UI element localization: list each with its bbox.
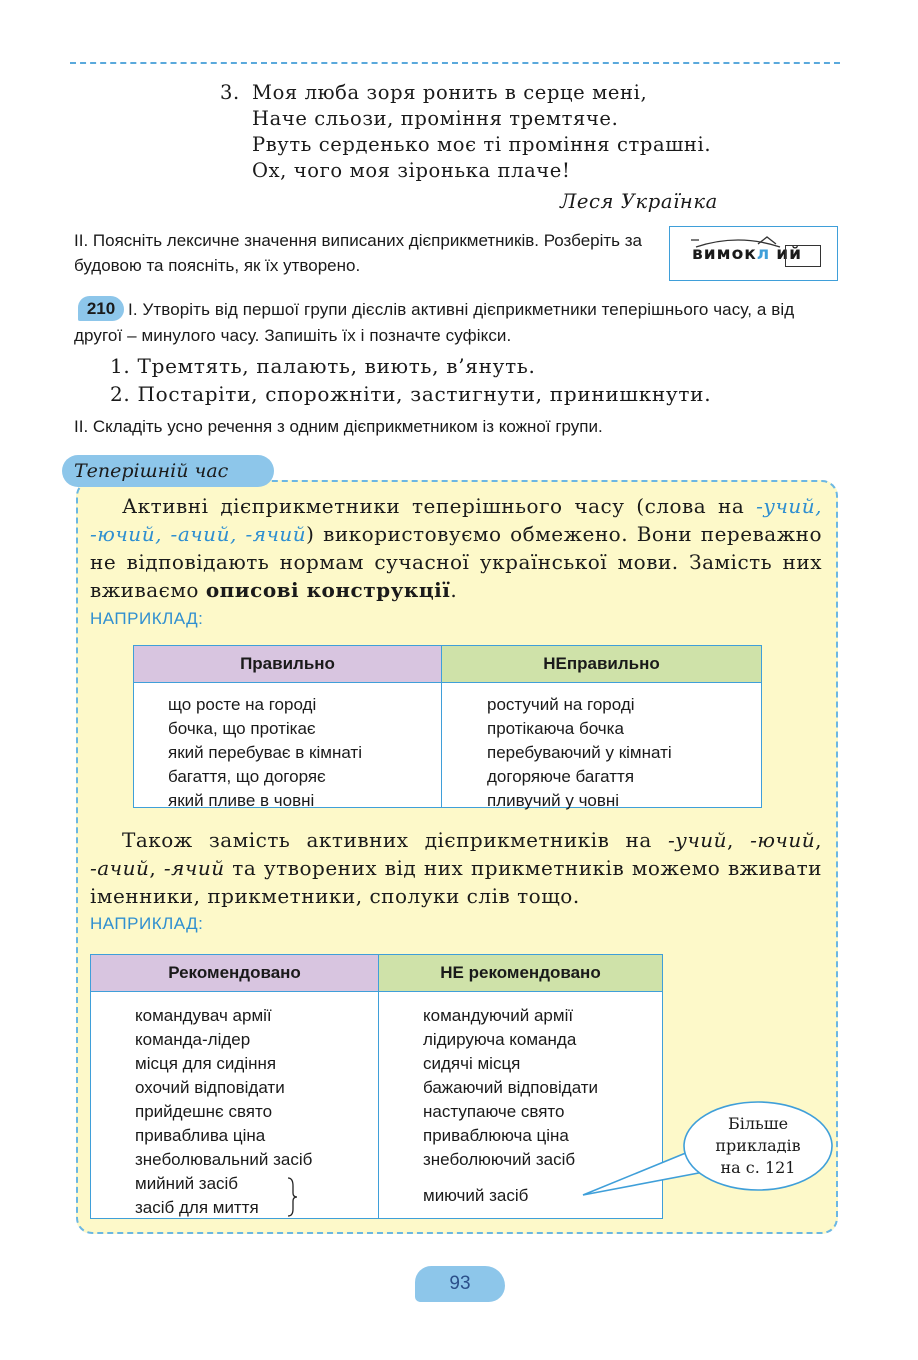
example-label-2: НАПРИКЛАД:: [90, 914, 204, 933]
list-item: що росте на городі: [168, 695, 317, 714]
list-item: ростучий на городі: [487, 695, 635, 714]
exercise-item-2: 2. Постаріти, спорожніти, застигнути, принишкнути.: [110, 382, 712, 406]
list-item: багаття, що догоряє: [168, 767, 326, 786]
list-item: лідируюча команда: [423, 1030, 577, 1049]
list-item: перебуваючий у кімнаті: [487, 743, 672, 762]
table1-incorrect-column: [442, 683, 762, 808]
list-item: командувач армії: [135, 1006, 272, 1025]
suffix-part: л: [756, 244, 771, 264]
table2-header-recommended: Рекомендовано: [91, 955, 379, 992]
rule-paragraph-1: Активні дієприкметники теперішнього часу (слова на -учий, -ючий, -ачий, -ячий) використовуємо обмежено. Вони переважно не відповідають нормам сучасної української мови. Замість них вживаємо описові конструкції.: [90, 494, 822, 602]
suffix-list: -учий, -ючий, -ачий, -ячий: [90, 494, 822, 546]
exercise-items: [110, 352, 711, 408]
stem-part: вимок: [692, 244, 757, 264]
table2-header-not-recommended: НЕ рекомендовано: [379, 955, 663, 992]
list-item: який пливе в човні: [168, 791, 315, 810]
poem-number: 3.: [220, 81, 240, 104]
table1-correct-column: [134, 683, 442, 808]
prefix-mark: [690, 239, 700, 243]
list-item: команда-лідер: [135, 1030, 251, 1049]
poem-author: Леся Українка: [560, 190, 718, 213]
poem-line-4: Ох, чого моя зіронька плаче!: [252, 159, 571, 182]
list-item: засіб для миття: [135, 1198, 259, 1217]
list-item: сидячі місця: [423, 1054, 521, 1073]
list-item: догоряюче багаття: [487, 767, 635, 786]
list-item: бочка, що протікає: [168, 719, 316, 738]
list-item: охочий відповідати: [135, 1078, 285, 1097]
curly-brace-icon: [285, 1176, 299, 1218]
poem: [220, 80, 711, 184]
list-item: прийдешнє свято: [135, 1102, 273, 1121]
example-label-1: НАПРИКЛАД:: [90, 609, 204, 628]
list-item: мийний засіб: [135, 1174, 239, 1193]
exercise-item-1: 1. Тремтять, палають, виють, в’януть.: [110, 354, 536, 378]
descriptive-constructions: описові конструкції: [205, 578, 451, 602]
list-item: знеболюючий засіб: [423, 1150, 576, 1169]
exercise-number-badge: 210: [78, 296, 124, 321]
poem-line-1: 3. Моя люба зоря ронить в серце мені,: [220, 81, 648, 104]
ending-box: [785, 245, 821, 267]
exercise-task-ii: ІІ. Складіть усно речення з одним дієприкметником із кожної групи.: [74, 417, 603, 436]
list-item: місця для сидіння: [135, 1054, 277, 1073]
list-item: приваблююча ціна: [423, 1126, 569, 1145]
list-item: протікаюча бочка: [487, 719, 624, 738]
rule-paragraph-2: Також замість активних дієприкметників на -учий, -ючий, -ачий, -ячий та утворених від них прикметників можемо вживати іменники, прикметники, сполуки слів тощо.: [90, 828, 823, 908]
table1-header-incorrect: НЕправильно: [442, 646, 762, 683]
exercise-task-i: І. Утворіть від першої групи дієслів активні дієприкметники теперішнього часу, а від другої – минулого часу. Запишіть їх і позначте суфікси.: [74, 300, 795, 345]
list-item: який перебуває в кімнаті: [168, 743, 362, 762]
rule-heading: Теперішній час: [62, 455, 274, 487]
list-item: бажаючий відповідати: [423, 1078, 599, 1097]
list-item: командуючий армії: [423, 1006, 574, 1025]
ending-part: ий: [776, 244, 803, 264]
correct-incorrect-table: [133, 645, 762, 808]
table2-recommended-column: [91, 992, 379, 1219]
poem-line-3: Рвуть серденько моє ті проміння страшні.: [252, 133, 712, 156]
list-item: знеболювальний засіб: [135, 1150, 313, 1169]
list-item: наступаюче свято: [423, 1102, 565, 1121]
page-number: 93: [449, 1273, 471, 1294]
list-item: пливучий у човні: [487, 791, 620, 810]
list-item: миючий засіб: [423, 1186, 529, 1205]
morpheme-analysis-box: [669, 226, 838, 281]
poem-line-2: Наче сльози, проміння тремтяче.: [252, 107, 619, 130]
list-item: приваблива ціна: [135, 1126, 266, 1145]
table1-header-correct: Правильно: [134, 646, 442, 683]
speech-bubble-text: Більше прикладів на с. 121: [715, 1114, 801, 1177]
task-ii-text: ІІ. Поясніть лексичне значення виписаних дієприкметників. Розберіть за будовою та поясніть, як їх утворено.: [74, 231, 643, 275]
top-dashed-divider: [70, 62, 840, 64]
